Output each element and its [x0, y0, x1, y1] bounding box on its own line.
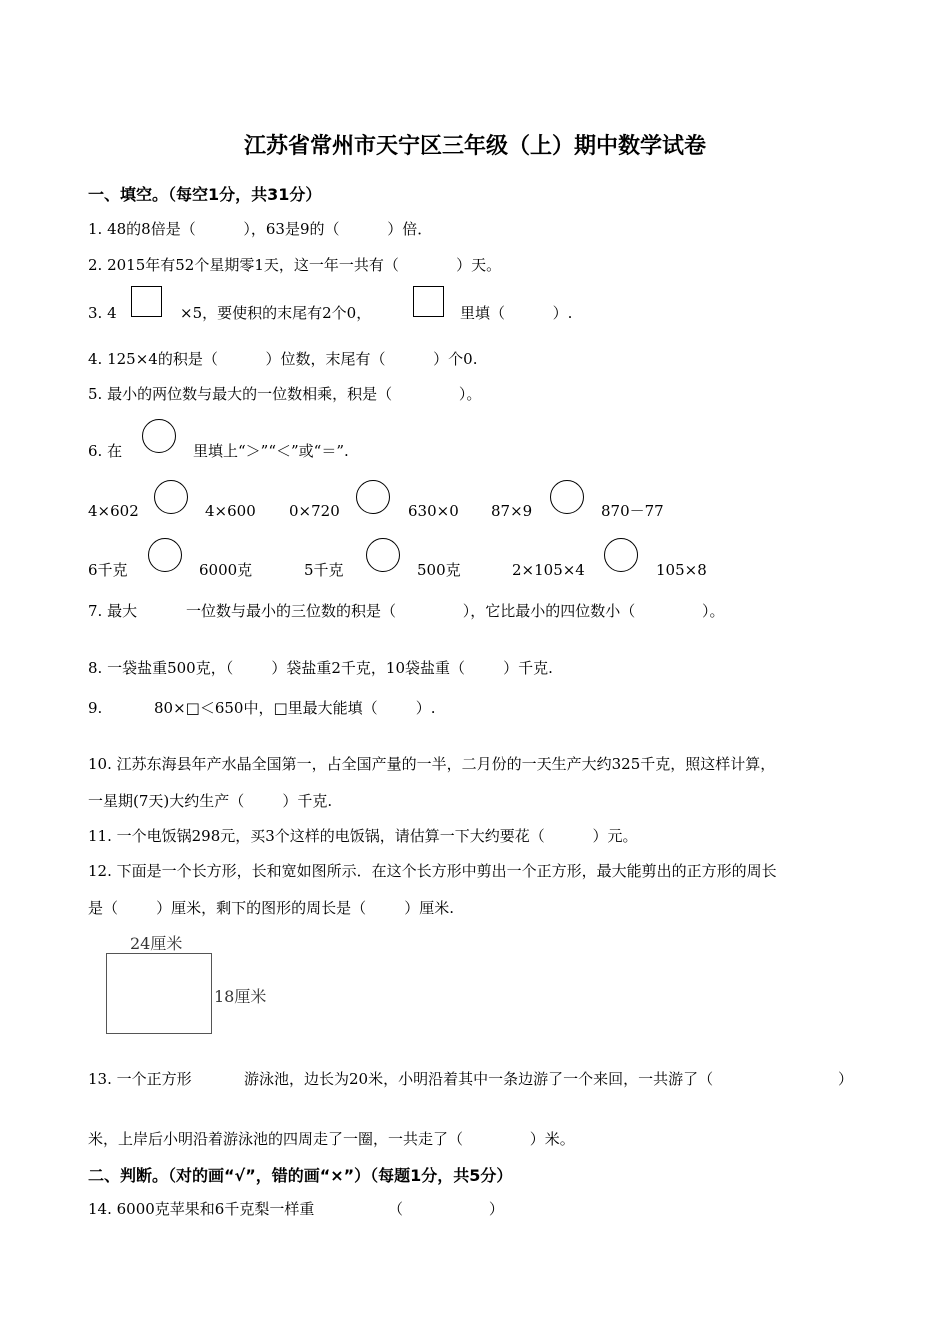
- compare-r2-right-2: 500克: [417, 561, 461, 579]
- compare-r1-left-2: 0×720: [289, 502, 340, 520]
- question-3-middle: ×5，要使积的末尾有2个0，: [180, 304, 372, 322]
- question-11: 11. 一个电饭锅298元，买3个这样的电饭锅，请估算一下大约要花（ ）元。: [88, 827, 638, 845]
- question-13-start: 13. 一个正方形: [88, 1070, 192, 1088]
- question-5: 5. 最小的两位数与最大的一位数相乘，积是（ ）。: [88, 385, 482, 403]
- question-4: 4. 125×4的积是（ ）位数，末尾有（ ）个0.: [88, 350, 478, 368]
- square-blank-1: [131, 286, 162, 317]
- compare-r1-right-2: 630×0: [408, 502, 459, 520]
- question-7-start: 7. 最大: [88, 602, 138, 620]
- figure-length-label: 24厘米: [130, 934, 183, 953]
- question-9-number: 9.: [88, 699, 103, 717]
- figure-width-label: 18厘米: [214, 987, 267, 1006]
- question-10-line-1: 10. 江苏东海县年产水晶全国第一，占全国产量的一半，二月份的一天生产大约325千克，照这样计算，: [88, 755, 776, 773]
- compare-r1-right-1: 4×600: [205, 502, 256, 520]
- question-12-line-1: 12. 下面是一个长方形，长和宽如图所示．在这个长方形中剪出一个正方形，最大能剪出的正方形的周长: [88, 862, 777, 880]
- compare-r1-left-3: 87×9: [491, 502, 533, 520]
- question-12-line-2: 是（ ）厘米，剩下的图形的周长是（ ）厘米.: [88, 899, 455, 917]
- question-3-start: 3. 4: [88, 304, 117, 322]
- compare-r1-left-1: 4×602: [88, 502, 139, 520]
- question-10-line-2: 一星期(7天)大约生产（ ）千克.: [88, 792, 333, 810]
- question-8: 8. 一袋盐重500克，（ ）袋盐重2千克，10袋盐重（ ）千克.: [88, 659, 553, 677]
- compare-r1-right-3: 870－77: [601, 502, 664, 520]
- question-13-paren: ）: [838, 1070, 854, 1088]
- question-13-line-2: 米，上岸后小明沿着游泳池的四周走了一圈，一共走了（ ）米。: [88, 1130, 575, 1148]
- compare-r2-right-1: 6000克: [199, 561, 253, 579]
- question-6-end: 里填上“＞”“＜”或“＝”.: [193, 442, 349, 460]
- compare-r2-left-1: 6千克: [88, 561, 128, 579]
- question-14-answer-blank: （ ）: [388, 1200, 504, 1218]
- question-6-start: 6. 在: [88, 442, 123, 460]
- question-13-middle: 游泳池，边长为20米，小明沿着其中一条边游了一个来回，一共游了（: [244, 1070, 714, 1088]
- square-blank-2: [413, 286, 444, 317]
- circle-blank: [604, 538, 638, 572]
- compare-r2-left-3: 2×105×4: [512, 561, 585, 579]
- compare-r2-right-3: 105×8: [656, 561, 707, 579]
- circle-blank: [550, 480, 584, 514]
- question-14: 14. 6000克苹果和6千克梨一样重: [88, 1200, 315, 1218]
- circle-blank: [154, 480, 188, 514]
- question-2: 2. 2015年有52个星期零1天，这一年一共有（ ）天。: [88, 256, 502, 274]
- circle-blank-example: [142, 419, 176, 453]
- section-1-heading: 一、填空。（每空1分，共31分）: [88, 185, 322, 204]
- circle-blank: [366, 538, 400, 572]
- question-7-end: 一位数与最小的三位数的积是（ ），它比最小的四位数小（ ）。: [186, 602, 725, 620]
- page-title: 江苏省常州市天宁区三年级（上）期中数学试卷: [243, 134, 706, 159]
- circle-blank: [148, 538, 182, 572]
- question-1: 1. 48的8倍是（ ），63是9的（ ）倍．: [88, 220, 433, 238]
- rectangle-figure: [106, 953, 212, 1034]
- question-3-end: 里填（ ）.: [460, 304, 573, 322]
- compare-r2-left-2: 5千克: [304, 561, 344, 579]
- section-2-heading: 二、判断。（对的画“√”，错的画“×”）（每题1分，共5分）: [88, 1166, 513, 1185]
- circle-blank: [356, 480, 390, 514]
- question-9-text: 80×□＜650中，□里最大能填（ ）.: [154, 699, 436, 717]
